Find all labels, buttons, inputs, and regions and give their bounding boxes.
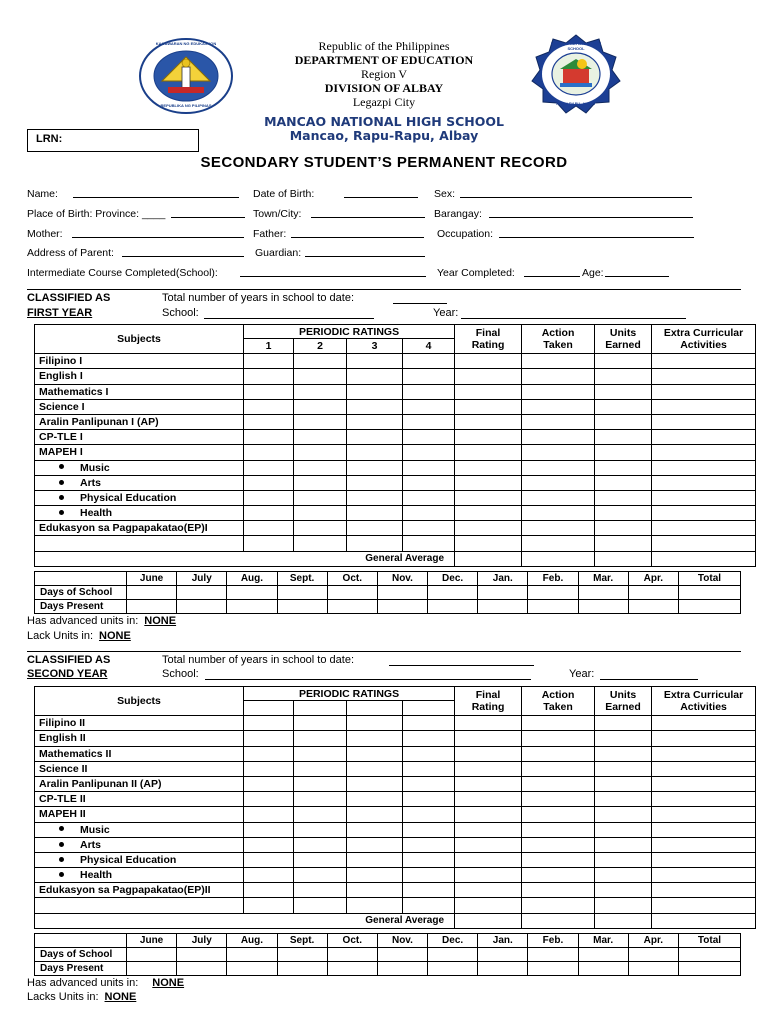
final-rating-header: Final Rating [455, 687, 522, 716]
occupation-label: Occupation: [437, 228, 494, 240]
general-average-row [35, 913, 756, 928]
intermediate-label: Intermediate Course Completed(School): [27, 267, 218, 279]
table-row [35, 868, 756, 883]
town-line[interactable] [311, 217, 425, 218]
year-label: Year: [433, 307, 459, 319]
month-header: Nov. [377, 572, 427, 586]
general-average-label: General Average [35, 913, 455, 928]
header-republic: Republic of the Philippines [318, 39, 450, 53]
period-4-header: 4 [403, 339, 455, 354]
second-year-label: SECOND YEAR [27, 668, 108, 680]
mapeh-item: Arts [80, 476, 102, 489]
pob-line[interactable] [171, 217, 245, 218]
mapeh-item: Health [80, 869, 113, 882]
subject-name: Aralin Panlipunan II (AP) [35, 776, 244, 791]
guardian-line[interactable] [305, 256, 425, 257]
table-row [35, 761, 756, 776]
age-label: Age: [582, 267, 604, 279]
subject-name: Filipino I [35, 354, 244, 369]
subject-name: CP-TLE I [35, 430, 244, 445]
subjects-header: Subjects [35, 687, 244, 716]
days-present-label: Days Present [35, 962, 127, 976]
table-row [35, 490, 756, 505]
table-row [35, 731, 756, 746]
first-year-attendance-table [34, 571, 741, 614]
dob-label: Date of Birth: [253, 188, 315, 200]
lrn-label: LRN: [36, 133, 63, 145]
year-completed-line[interactable] [524, 276, 580, 277]
bullet-icon [59, 857, 64, 862]
month-header: Oct. [327, 572, 377, 586]
month-header: Total [679, 572, 741, 586]
mapeh-item: Physical Education [80, 853, 177, 866]
advanced-units-note [27, 977, 184, 989]
general-average-row [35, 551, 756, 566]
units-earned-header: Units Earned [595, 325, 652, 354]
advanced-units-note [27, 615, 176, 627]
header-region: Region V [360, 67, 408, 81]
school-label: School: [162, 668, 199, 680]
advanced-units-value: NONE [144, 615, 177, 627]
bullet-icon [59, 872, 64, 877]
month-header: Nov. [377, 934, 427, 948]
first-year-ratings-table [34, 324, 756, 567]
intermediate-line[interactable] [240, 276, 426, 277]
barangay-label: Barangay: [434, 208, 482, 220]
month-header: Oct. [327, 934, 377, 948]
month-header: Total [679, 934, 741, 948]
mapeh-item: Arts [80, 838, 102, 851]
subject-name: MAPEH I [35, 445, 244, 460]
table-row [35, 792, 756, 807]
table-row [35, 521, 756, 536]
action-taken-header: Action Taken [522, 687, 595, 716]
month-header: Feb. [528, 572, 578, 586]
general-average-label: General Average [35, 551, 455, 566]
periodic-ratings-header: PERIODIC RATINGS [244, 687, 455, 701]
total-years-line[interactable] [389, 665, 534, 666]
month-header: Dec. [428, 934, 478, 948]
bullet-icon [59, 464, 64, 469]
lack-units-note [27, 630, 131, 642]
header-city: Legazpi City [352, 95, 416, 109]
subject-name: Filipino II [35, 716, 244, 731]
sex-label: Sex: [434, 188, 456, 200]
month-header: Sept. [277, 934, 327, 948]
table-row [35, 822, 756, 837]
subject-name: MAPEH II [35, 807, 244, 822]
month-header: Feb. [528, 934, 578, 948]
guardian-label: Guardian: [255, 247, 302, 259]
period-3-header: 3 [347, 339, 403, 354]
subject-name: Aralin Panlipunan I (AP) [35, 414, 244, 429]
mapeh-item: Music [80, 823, 110, 836]
month-header: Mar. [578, 934, 628, 948]
subject-name: Science I [35, 399, 244, 414]
header-department: DEPARTMENT OF EDUCATION [294, 53, 474, 67]
first-year-label: FIRST YEAR [27, 307, 93, 319]
pob-label: Place of Birth: Province: ____ [27, 208, 166, 220]
mapeh-item: Music [80, 461, 110, 474]
father-line[interactable] [291, 237, 424, 238]
table-row [35, 445, 756, 460]
subject-name: English II [35, 731, 244, 746]
name-line[interactable] [73, 197, 239, 198]
month-header: Mar. [578, 572, 628, 586]
bullet-icon [59, 842, 64, 847]
subjects-header: Subjects [35, 325, 244, 354]
month-header: Jan. [478, 572, 528, 586]
total-years-label: Total number of years in school to date: [162, 292, 354, 304]
table-row [35, 536, 756, 551]
school-address: Mancao, Rapu-Rapu, Albay [289, 128, 479, 143]
school-seal-text-bottom: RAPU-RAPU, ALBAY [556, 101, 596, 106]
month-header: June [127, 572, 177, 586]
month-header: Apr. [628, 572, 678, 586]
periodic-ratings-header: PERIODIC RATINGS [244, 325, 455, 339]
school-line[interactable] [205, 679, 531, 680]
barangay-line[interactable] [489, 217, 693, 218]
period-2-header: 2 [294, 339, 347, 354]
extra-curricular-header: Extra Curricular Activities [652, 687, 756, 716]
mapeh-item: Health [80, 507, 113, 520]
subject-name: Mathematics I [35, 384, 244, 399]
table-row [35, 384, 756, 399]
days-of-school-label: Days of School [35, 948, 127, 962]
classified-as-label: CLASSIFIED AS [27, 654, 111, 666]
mother-line[interactable] [72, 237, 244, 238]
school-label: School: [162, 307, 199, 319]
extra-curricular-header: Extra Curricular Activities [652, 325, 756, 354]
mother-label: Mother: [27, 228, 63, 240]
lack-units-label: Lack Units in: [27, 630, 94, 642]
name-label: Name: [27, 188, 58, 200]
divider [27, 651, 741, 652]
subject-name: CP-TLE II [35, 792, 244, 807]
table-row [35, 430, 756, 445]
bullet-icon [59, 510, 64, 515]
father-label: Father: [253, 228, 287, 240]
table-row [35, 746, 756, 761]
table-row [35, 776, 756, 791]
table-row [35, 354, 756, 369]
table-row [35, 369, 756, 384]
units-earned-header: Units Earned [595, 687, 652, 716]
year-line[interactable] [600, 679, 698, 680]
month-header: June [127, 934, 177, 948]
year-line[interactable] [461, 318, 686, 319]
deped-seal-text-bottom: REPUBLIKA NG PILIPINAS [160, 103, 212, 108]
table-row [35, 716, 756, 731]
advanced-units-label: Has advanced units in: [27, 615, 139, 627]
occupation-line[interactable] [499, 237, 694, 238]
month-header: July [177, 934, 227, 948]
deped-seal-text-top: KAGAWARAN NG EDUKASYON [155, 41, 217, 46]
sex-line[interactable] [460, 197, 692, 198]
lack-units-note [27, 991, 136, 1003]
total-years-line[interactable] [393, 303, 447, 304]
period-1-header: 1 [244, 339, 294, 354]
bullet-icon [59, 495, 64, 500]
lack-units-value: NONE [104, 991, 137, 1003]
mapeh-item: Physical Education [80, 491, 177, 504]
lack-units-value: NONE [99, 630, 131, 642]
age-line[interactable] [605, 276, 669, 277]
divider [27, 289, 741, 290]
table-row [35, 852, 756, 867]
subject-name: Science II [35, 761, 244, 776]
table-row [35, 414, 756, 429]
form-title: SECONDARY STUDENT’S PERMANENT RECORD [200, 154, 568, 171]
lack-units-label: Lacks Units in: [27, 991, 99, 1003]
year-completed-label: Year Completed: [437, 267, 515, 279]
bullet-icon [59, 480, 64, 485]
address-line[interactable] [122, 256, 244, 257]
advanced-units-label: Has advanced units in: [27, 977, 139, 989]
month-header: Sept. [277, 572, 327, 586]
subject-name: Edukasyon sa Pagpapakatao(EP)I [35, 521, 244, 536]
month-header: Aug. [227, 934, 277, 948]
school-name: MANCAO NATIONAL HIGH SCHOOL [264, 114, 504, 129]
bullet-icon [59, 826, 64, 831]
address-label: Address of Parent: [27, 247, 114, 259]
lrn-box[interactable] [27, 129, 199, 152]
header-division: DIVISION OF ALBAY [324, 81, 444, 95]
school-line[interactable] [204, 318, 374, 319]
days-of-school-label: Days of School [35, 586, 127, 600]
final-rating-header: Final Rating [455, 325, 522, 354]
days-present-label: Days Present [35, 600, 127, 614]
table-row [35, 460, 756, 475]
second-year-ratings-table [34, 686, 756, 929]
month-header: July [177, 572, 227, 586]
month-header: Jan. [478, 934, 528, 948]
table-row [35, 506, 756, 521]
table-row [35, 883, 756, 898]
dob-line[interactable] [344, 197, 418, 198]
subject-name: English I [35, 369, 244, 384]
advanced-units-value: NONE [152, 977, 185, 989]
town-label: Town/City: [253, 208, 302, 220]
month-header: Dec. [428, 572, 478, 586]
table-row [35, 807, 756, 822]
total-years-label: Total number of years in school to date: [162, 654, 354, 666]
month-header: Aug. [227, 572, 277, 586]
month-header: Apr. [628, 934, 678, 948]
table-row [35, 475, 756, 490]
table-row [35, 399, 756, 414]
table-row [35, 898, 756, 913]
subject-name: Edukasyon sa Pagpapakatao(EP)II [35, 883, 244, 898]
year-label: Year: [569, 668, 595, 680]
classified-as-label: CLASSIFIED AS [27, 292, 111, 304]
school-seal-text-top: MANCAO NATIONAL HIGH SCHOOL [550, 41, 602, 51]
subject-name: Mathematics II [35, 746, 244, 761]
table-row [35, 837, 756, 852]
action-taken-header: Action Taken [522, 325, 595, 354]
second-year-attendance-table [34, 933, 741, 976]
